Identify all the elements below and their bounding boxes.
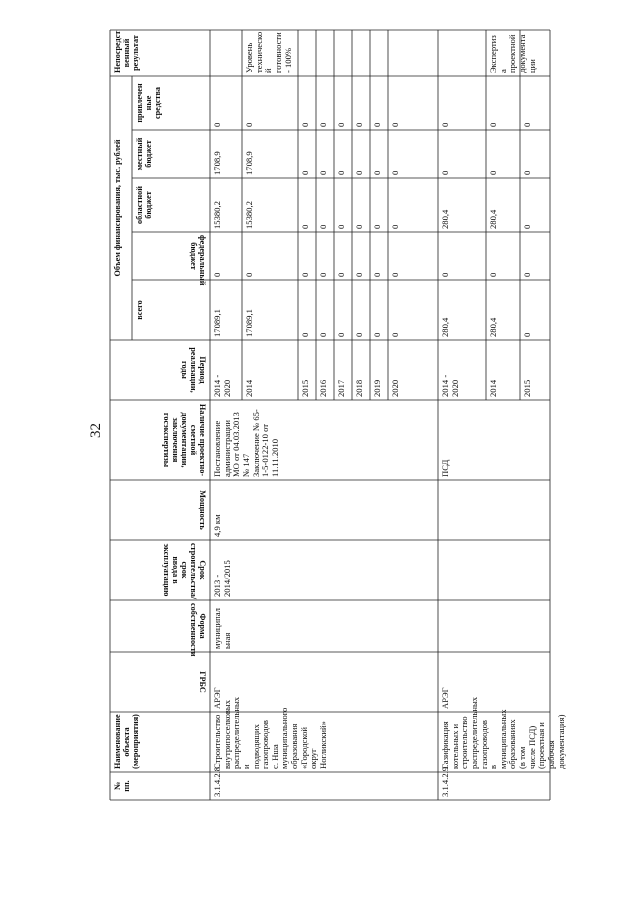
row-total: 0 [336, 332, 346, 337]
row-regional: 15380,2 [244, 201, 254, 229]
row-local: 1708,9 [212, 151, 222, 175]
header-period: Период реализации, годы [179, 347, 207, 393]
item-docs: ПСД [440, 459, 450, 477]
row-period: 2020 [390, 379, 400, 397]
row-result: Экспертиз а проектной документа ции [488, 34, 537, 73]
row-regional: 0 [300, 224, 310, 229]
header-federal: федеральный бюджет [188, 235, 207, 286]
row-period: 2015 [300, 379, 310, 397]
item-grbs: АРЭГ [440, 687, 450, 709]
row-federal: 0 [488, 272, 498, 277]
row-total: 0 [390, 332, 400, 337]
row-regional: 280,4 [440, 209, 450, 229]
row-federal: 0 [440, 272, 450, 277]
row-total: 280,4 [440, 317, 450, 337]
header-ownership: Форма собственности [188, 603, 207, 657]
row-total: 17089,1 [244, 309, 254, 337]
row-attracted: 0 [300, 122, 310, 127]
header-total: всего [135, 300, 144, 320]
row-attracted: 0 [354, 122, 364, 127]
item-name: Строительство внутрипоселковых распределительных и подводящих газопроводов с. Нша муниципального образования «Городской округ Ногликский» [212, 696, 328, 769]
row-total: 0 [354, 332, 364, 337]
row-attracted: 0 [372, 122, 382, 127]
item-docs: Постановление администрации МО от 04.03.2013 № 147 Заключение № 65- 1-5-0122-10 от 11.11.2010 [212, 409, 280, 477]
header-funding: Объем финансирования, тыс. рублей [113, 139, 122, 277]
row-period: 2018 [354, 379, 364, 397]
row-regional: 280,4 [488, 209, 498, 229]
item-grbs: АРЭГ [212, 687, 222, 709]
header-number: № пп. [113, 780, 132, 792]
item-capacity [441, 483, 545, 537]
row-period: 2019 [372, 379, 382, 397]
row-regional: 0 [336, 224, 346, 229]
row-federal: 0 [244, 272, 254, 277]
header-regional: областной бюджет [135, 186, 154, 224]
row-local: 0 [372, 170, 382, 175]
header-term: Срок строительства/срок ввода в эксплуатацию [161, 543, 207, 600]
row-federal: 0 [212, 272, 222, 277]
row-period: 2014 [488, 379, 498, 397]
row-federal: 0 [522, 272, 532, 277]
row-federal: 0 [372, 272, 382, 277]
item-ownership [441, 603, 545, 649]
row-total: 0 [522, 332, 532, 337]
header-capacity: Мощность [198, 490, 207, 530]
header-local: местный бюджет [135, 137, 154, 171]
row-period: 2015 [522, 379, 532, 397]
row-local: 1708,9 [244, 151, 254, 175]
row-regional: 0 [318, 224, 328, 229]
row-local: 0 [354, 170, 364, 175]
item-name: Газификация котельных и строительство распределительных газопроводов в муниципальных образованиях (в том числе ПСД) (проектная и рабочая документация) [440, 696, 566, 769]
row-regional: 0 [390, 224, 400, 229]
header-docs: Наличие проектно- сметной документации, заключения госэкспертизы [161, 403, 207, 477]
row-attracted: 0 [390, 122, 400, 127]
row-total: 17089,1 [212, 309, 222, 337]
row-attracted: 0 [244, 122, 254, 127]
row-local: 0 [318, 170, 328, 175]
row-attracted: 0 [440, 122, 450, 127]
item-capacity: 4,9 км [212, 514, 222, 537]
header-name: Наименование объекта (мероприятия) [113, 714, 141, 769]
row-period: 2016 [318, 379, 328, 397]
row-period: 2014 - 2020 [212, 374, 232, 397]
item-term: 2013 - 2014/2015 [212, 560, 232, 597]
row-regional: 0 [522, 224, 532, 229]
header-attracted: привлечен ные средства [135, 83, 163, 123]
row-local: 0 [522, 170, 532, 175]
row-federal: 0 [336, 272, 346, 277]
row-local: 0 [300, 170, 310, 175]
row-local: 0 [440, 170, 450, 175]
row-regional: 15380,2 [212, 201, 222, 229]
row-local: 0 [390, 170, 400, 175]
row-federal: 0 [318, 272, 328, 277]
row-federal: 0 [300, 272, 310, 277]
row-result: Уровень техническо й готовности - 100% [244, 31, 293, 73]
page-number: 32 [88, 423, 104, 438]
row-total: 280,4 [488, 317, 498, 337]
item-number: 3.1.4.2.8. [212, 764, 222, 797]
item-ownership: муниципал ьная [212, 608, 232, 649]
header-result: Непосредст венный результат [113, 30, 141, 73]
row-regional: 0 [354, 224, 364, 229]
row-attracted: 0 [488, 122, 498, 127]
row-local: 0 [488, 170, 498, 175]
item-term [441, 543, 545, 597]
row-total: 0 [300, 332, 310, 337]
row-total: 0 [318, 332, 328, 337]
row-attracted: 0 [212, 122, 222, 127]
item-number: 3.1.4.2.9. [440, 764, 450, 797]
row-attracted: 0 [336, 122, 346, 127]
row-period: 2014 - 2020 [440, 374, 460, 397]
row-period: 2017 [336, 379, 346, 397]
row-federal: 0 [354, 272, 364, 277]
row-attracted: 0 [318, 122, 328, 127]
header-grbs: ГРБС [198, 671, 207, 693]
row-attracted: 0 [522, 122, 532, 127]
row-local: 0 [336, 170, 346, 175]
row-total: 0 [372, 332, 382, 337]
row-period: 2014 [244, 379, 254, 397]
row-regional: 0 [372, 224, 382, 229]
row-federal: 0 [390, 272, 400, 277]
